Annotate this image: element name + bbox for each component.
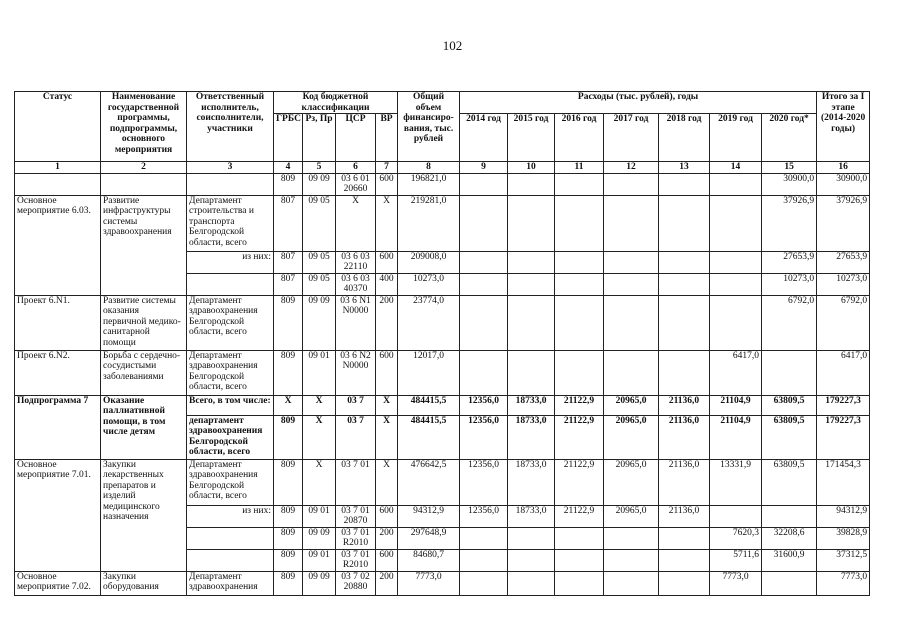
cell-2019: 21104,9 <box>710 415 762 459</box>
col-2017: 2017 год <box>604 114 659 162</box>
cell-total: 484415,5 <box>398 415 460 459</box>
cell-2017 <box>604 273 659 295</box>
table-row <box>15 571 870 595</box>
cell-2019 <box>710 195 762 251</box>
cell-vr: Х <box>376 395 398 415</box>
cell-csr: 03 6 N1 N0000 <box>336 295 376 350</box>
cell-2014 <box>460 527 508 549</box>
column-numbers-row <box>15 162 870 174</box>
col-2015: 2015 год <box>508 114 555 162</box>
cell-total: 196821,0 <box>398 173 460 195</box>
cell-2015 <box>508 273 555 295</box>
cell-vr: 200 <box>376 571 398 595</box>
cell-total: 476642,5 <box>398 459 460 505</box>
cell-csr: 03 6 01 20660 <box>336 173 376 195</box>
cell-name: Закупки оборудования <box>101 571 187 595</box>
cell-2014: 12356,0 <box>460 505 508 527</box>
cell-vr: 600 <box>376 549 398 571</box>
cell-2018 <box>659 295 710 350</box>
cell-2019 <box>710 251 762 273</box>
cell-csr: 03 7 <box>336 415 376 459</box>
cell-2019 <box>710 273 762 295</box>
cell-csr: 03 6 N2 N0000 <box>336 350 376 395</box>
cell-total: 209008,0 <box>398 251 460 273</box>
cell-2019: 7620,3 <box>710 527 762 549</box>
cell-csr: 03 7 01 <box>336 459 376 505</box>
col-number: 3 <box>187 162 274 174</box>
cell-2015: 18733,0 <box>508 459 555 505</box>
cell-2016 <box>555 549 604 571</box>
table-row <box>15 395 870 415</box>
cell-2019: 7773,0 <box>710 571 762 595</box>
col-stage-total: Итого за I этапе (2014-2020 годы) <box>817 92 870 162</box>
col-2020: 2020 год* <box>762 114 817 162</box>
cell-stage-total: 37926,9 <box>817 195 870 251</box>
cell-executor: департамент здравоохранения Белгородской области, всего <box>187 415 274 459</box>
cell-2018: 21136,0 <box>659 459 710 505</box>
cell-2019: 6417,0 <box>710 350 762 395</box>
cell-2018: 21136,0 <box>659 395 710 415</box>
cell-2018: 21136,0 <box>659 415 710 459</box>
col-executor: Ответственный исполнитель, соисполнители, участники <box>187 92 274 162</box>
col-vr: ВР <box>376 114 398 162</box>
cell-2019 <box>710 295 762 350</box>
cell-vr: Х <box>376 459 398 505</box>
cell-2015 <box>508 195 555 251</box>
cell-2018 <box>659 350 710 395</box>
cell-grbs: 809 <box>274 415 303 459</box>
cell-status: Основное мероприятие 6.03. <box>15 195 101 295</box>
cell-executor <box>187 173 274 195</box>
cell-2017 <box>604 549 659 571</box>
cell-executor: Всего, в том числе: <box>187 395 274 415</box>
table-row <box>15 459 870 505</box>
col-number: 10 <box>508 162 555 174</box>
cell-grbs: 809 <box>274 173 303 195</box>
col-number: 5 <box>303 162 336 174</box>
cell-vr: Х <box>376 195 398 251</box>
cell-2016 <box>555 251 604 273</box>
table-row <box>15 295 870 350</box>
cell-2019: 21104,9 <box>710 395 762 415</box>
cell-2015: 18733,0 <box>508 505 555 527</box>
cell-total: 219281,0 <box>398 195 460 251</box>
cell-2016 <box>555 195 604 251</box>
cell-vr: 600 <box>376 350 398 395</box>
cell-2015 <box>508 350 555 395</box>
cell-2014 <box>460 195 508 251</box>
cell-2020: 6792,0 <box>762 295 817 350</box>
cell-2020: 30900,0 <box>762 173 817 195</box>
col-2019: 2019 год <box>710 114 762 162</box>
col-number: 2 <box>101 162 187 174</box>
cell-stage-total: 6792,0 <box>817 295 870 350</box>
cell-grbs: 809 <box>274 459 303 505</box>
col-number: 6 <box>336 162 376 174</box>
cell-2017 <box>604 173 659 195</box>
cell-csr: 03 7 01 R2010 <box>336 527 376 549</box>
cell-executor: из них: <box>187 251 274 273</box>
cell-2015 <box>508 295 555 350</box>
cell-grbs: 807 <box>274 273 303 295</box>
table-row <box>15 195 870 251</box>
cell-stage-total: 27653,9 <box>817 251 870 273</box>
cell-total: 10273,0 <box>398 273 460 295</box>
col-total: Общий объем финансиро-вания, тыс. рублей <box>398 92 460 162</box>
col-rz-pr: Рз, Пр <box>303 114 336 162</box>
cell-2017 <box>604 571 659 595</box>
cell-rz-pr: 09 09 <box>303 571 336 595</box>
cell-2017: 20965,0 <box>604 395 659 415</box>
cell-2020 <box>762 571 817 595</box>
cell-grbs: 807 <box>274 251 303 273</box>
cell-rz-pr: Х <box>303 415 336 459</box>
cell-csr: 03 7 02 20880 <box>336 571 376 595</box>
cell-name: Оказание паллиативной помощи, в том числе детям <box>101 395 187 459</box>
cell-2014 <box>460 273 508 295</box>
col-2016: 2016 год <box>555 114 604 162</box>
cell-2019 <box>710 173 762 195</box>
cell-grbs: 807 <box>274 195 303 251</box>
cell-name: Борьба с сердечно-сосудистыми заболеваниями <box>101 350 187 395</box>
cell-2020: 27653,9 <box>762 251 817 273</box>
col-number: 14 <box>710 162 762 174</box>
cell-2020: 10273,0 <box>762 273 817 295</box>
cell-rz-pr: 09 01 <box>303 549 336 571</box>
cell-stage-total: 30900,0 <box>817 173 870 195</box>
cell-2017 <box>604 350 659 395</box>
cell-grbs: 809 <box>274 571 303 595</box>
cell-total: 484415,5 <box>398 395 460 415</box>
cell-2017 <box>604 251 659 273</box>
cell-2016: 21122,9 <box>555 395 604 415</box>
cell-csr: 03 7 01 20870 <box>336 505 376 527</box>
cell-status: Проект 6.N2. <box>15 350 101 395</box>
cell-2020: 63809,5 <box>762 395 817 415</box>
col-budget-code: Код бюджетной классификации <box>274 92 398 114</box>
cell-2014 <box>460 549 508 571</box>
cell-2017: 20965,0 <box>604 505 659 527</box>
cell-2016: 21122,9 <box>555 505 604 527</box>
cell-executor: Департамент здравоохранения Белгородской области, всего <box>187 350 274 395</box>
cell-2018 <box>659 571 710 595</box>
cell-2016 <box>555 173 604 195</box>
cell-2020: 31600,9 <box>762 549 817 571</box>
cell-2018 <box>659 273 710 295</box>
cell-2020: 63809,5 <box>762 459 817 505</box>
cell-2019: 5711,6 <box>710 549 762 571</box>
cell-executor: Департамент здравоохранения Белгородской области, всего <box>187 295 274 350</box>
cell-rz-pr: 09 05 <box>303 195 336 251</box>
cell-vr: 600 <box>376 173 398 195</box>
cell-csr: 03 7 01 R2010 <box>336 549 376 571</box>
cell-2014: 12356,0 <box>460 459 508 505</box>
col-name: Наименование государственной программы, подпрограммы, основного мероприятия <box>101 92 187 162</box>
cell-2018 <box>659 251 710 273</box>
cell-name <box>101 173 187 195</box>
cell-rz-pr: Х <box>303 395 336 415</box>
cell-2016 <box>555 273 604 295</box>
cell-2020 <box>762 505 817 527</box>
cell-vr: 200 <box>376 295 398 350</box>
cell-2016 <box>555 350 604 395</box>
col-2018: 2018 год <box>659 114 710 162</box>
cell-total: 84680,7 <box>398 549 460 571</box>
cell-stage-total: 6417,0 <box>817 350 870 395</box>
cell-2017: 20965,0 <box>604 415 659 459</box>
cell-stage-total: 179227,3 <box>817 415 870 459</box>
cell-executor: Департамент здравоохранения Белгородской области, всего <box>187 459 274 505</box>
col-number: 15 <box>762 162 817 174</box>
cell-status <box>15 173 101 195</box>
cell-2016 <box>555 571 604 595</box>
cell-grbs: 809 <box>274 295 303 350</box>
cell-rz-pr: 09 05 <box>303 273 336 295</box>
cell-csr: 03 7 <box>336 395 376 415</box>
budget-table <box>14 91 870 596</box>
cell-rz-pr: 09 09 <box>303 527 336 549</box>
cell-stage-total: 94312,9 <box>817 505 870 527</box>
cell-rz-pr: 09 01 <box>303 505 336 527</box>
cell-2018 <box>659 173 710 195</box>
cell-rz-pr: 09 09 <box>303 295 336 350</box>
cell-status: Проект 6.N1. <box>15 295 101 350</box>
cell-grbs: Х <box>274 395 303 415</box>
cell-2018 <box>659 527 710 549</box>
cell-2018 <box>659 549 710 571</box>
table-row <box>15 173 870 195</box>
table-row <box>15 350 870 395</box>
cell-2015 <box>508 251 555 273</box>
cell-2020: 63809,5 <box>762 415 817 459</box>
cell-total: 12017,0 <box>398 350 460 395</box>
cell-vr: 400 <box>376 273 398 295</box>
col-number: 9 <box>460 162 508 174</box>
header-row-1 <box>15 92 870 114</box>
cell-2017 <box>604 295 659 350</box>
cell-csr: 03 6 03 40370 <box>336 273 376 295</box>
cell-total: 297648,9 <box>398 527 460 549</box>
col-number: 1 <box>15 162 101 174</box>
page-number: 102 <box>442 38 463 53</box>
cell-2018 <box>659 195 710 251</box>
cell-status: Основное мероприятие 7.01. <box>15 459 101 571</box>
cell-total: 23774,0 <box>398 295 460 350</box>
col-number: 7 <box>376 162 398 174</box>
cell-2014: 12356,0 <box>460 395 508 415</box>
cell-2015: 18733,0 <box>508 415 555 459</box>
col-grbs: ГРБС <box>274 114 303 162</box>
cell-stage-total: 171454,3 <box>817 459 870 505</box>
cell-executor: Департамент здравоохранения <box>187 571 274 595</box>
cell-2014 <box>460 173 508 195</box>
cell-2015 <box>508 549 555 571</box>
cell-vr: 600 <box>376 505 398 527</box>
col-number: 8 <box>398 162 460 174</box>
col-number: 13 <box>659 162 710 174</box>
cell-total: 7773,0 <box>398 571 460 595</box>
cell-2020: 37926,9 <box>762 195 817 251</box>
cell-rz-pr: 09 09 <box>303 173 336 195</box>
cell-executor: из них: <box>187 505 274 527</box>
cell-2015: 18733,0 <box>508 395 555 415</box>
cell-grbs: 809 <box>274 350 303 395</box>
cell-2018: 21136,0 <box>659 505 710 527</box>
cell-2017: 20965,0 <box>604 459 659 505</box>
cell-2019: 13331,9 <box>710 459 762 505</box>
cell-2017 <box>604 527 659 549</box>
cell-stage-total: 10273,0 <box>817 273 870 295</box>
cell-2014 <box>460 251 508 273</box>
cell-2019 <box>710 505 762 527</box>
col-status: Статус <box>15 92 101 162</box>
cell-grbs: 809 <box>274 527 303 549</box>
cell-executor <box>187 527 274 549</box>
cell-stage-total: 37312,5 <box>817 549 870 571</box>
cell-2016 <box>555 295 604 350</box>
cell-2014: 12356,0 <box>460 415 508 459</box>
cell-2020 <box>762 350 817 395</box>
col-number: 16 <box>817 162 870 174</box>
cell-vr: 200 <box>376 527 398 549</box>
cell-2020: 32208,6 <box>762 527 817 549</box>
cell-2016 <box>555 527 604 549</box>
cell-csr: 03 6 03 22110 <box>336 251 376 273</box>
col-number: 12 <box>604 162 659 174</box>
cell-name: Закупки лекарственных препаратов и изделий медицинского назначения <box>101 459 187 571</box>
cell-rz-pr: 09 05 <box>303 251 336 273</box>
cell-name: Развитие системы оказания первичной медико-санитарной помощи <box>101 295 187 350</box>
cell-executor <box>187 273 274 295</box>
cell-2016: 21122,9 <box>555 415 604 459</box>
cell-2015 <box>508 527 555 549</box>
cell-stage-total: 179227,3 <box>817 395 870 415</box>
cell-status: Подпрограмма 7 <box>15 395 101 459</box>
cell-csr: Х <box>336 195 376 251</box>
cell-vr: 600 <box>376 251 398 273</box>
cell-2015 <box>508 571 555 595</box>
cell-2016: 21122,9 <box>555 459 604 505</box>
cell-name: Развитие инфраструктуры системы здравоохранения <box>101 195 187 295</box>
cell-grbs: 809 <box>274 505 303 527</box>
cell-executor <box>187 549 274 571</box>
cell-grbs: 809 <box>274 549 303 571</box>
cell-rz-pr: Х <box>303 459 336 505</box>
cell-2017 <box>604 195 659 251</box>
cell-executor: Департамент строительства и транспорта Белгородской области, всего <box>187 195 274 251</box>
cell-stage-total: 7773,0 <box>817 571 870 595</box>
col-number: 11 <box>555 162 604 174</box>
cell-2014 <box>460 571 508 595</box>
cell-rz-pr: 09 01 <box>303 350 336 395</box>
cell-stage-total: 39828,9 <box>817 527 870 549</box>
col-csr: ЦСР <box>336 114 376 162</box>
cell-2014 <box>460 350 508 395</box>
cell-vr: Х <box>376 415 398 459</box>
col-2014: 2014 год <box>460 114 508 162</box>
col-number: 4 <box>274 162 303 174</box>
cell-status: Основное мероприятие 7.02. <box>15 571 101 595</box>
cell-total: 94312,9 <box>398 505 460 527</box>
col-expenses: Расходы (тыс. рублей), годы <box>460 92 817 114</box>
cell-2014 <box>460 295 508 350</box>
cell-2015 <box>508 173 555 195</box>
